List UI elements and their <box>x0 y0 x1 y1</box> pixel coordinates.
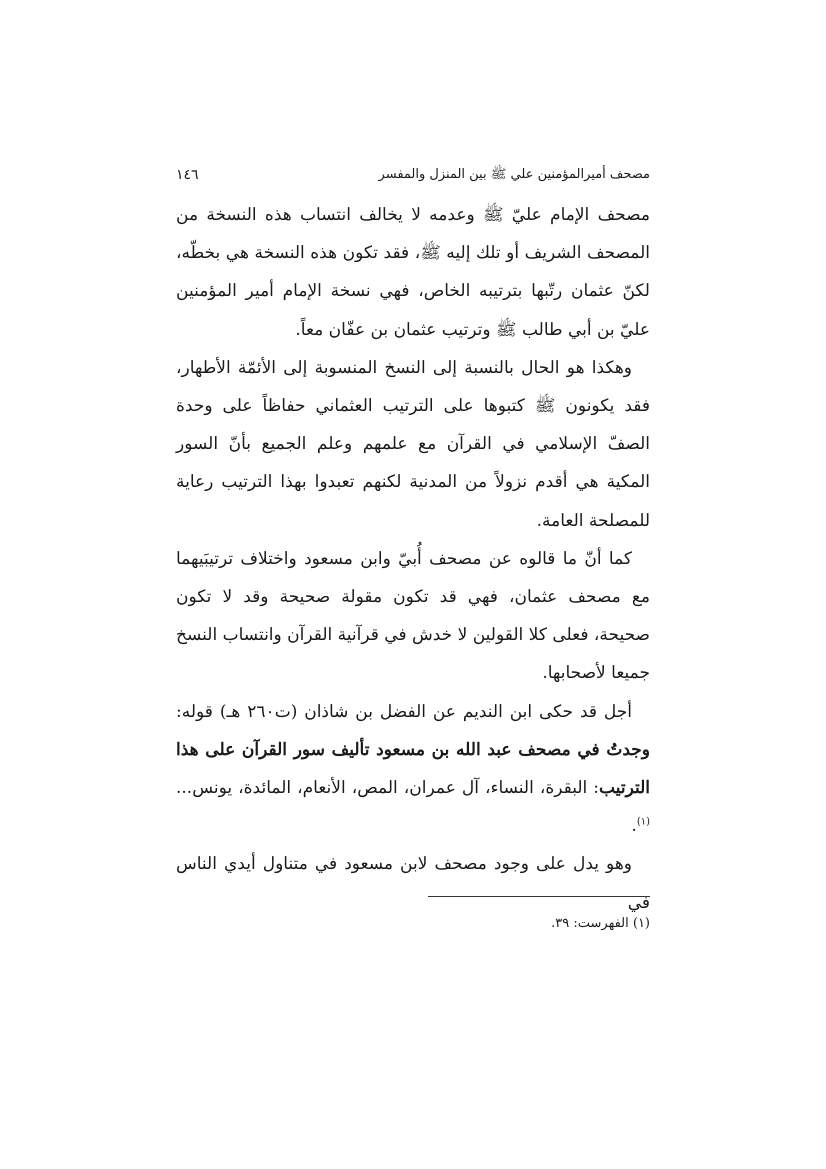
paragraph-4-rest: : البقرة، النساء، آل عمران، المص، الأنعام، المائدة، يونس... <box>176 778 600 799</box>
running-title: مصحف أميرالمؤمنين علي ﷺ بين المنزل والمفسر <box>378 166 650 182</box>
footnote-1: (١) الفهرست: ٣٩. <box>551 916 650 931</box>
paragraph-4 <box>176 693 650 846</box>
footnote-reference[interactable]: (١) <box>636 816 650 828</box>
page-number: ١٤٦ <box>176 167 199 183</box>
paragraph-2: وهكذا هو الحال بالنسبة إلى النسخ المنسوبة إلى الأئمّة الأطهار، فقد يكونون ﷺ كتبوها على الترتيب العثماني حفاظاً على وحدة الصفّ الإسلامي في القرآن مع علمهم وعلم الجميع بأنّ السور المكية هي أقدم نزولاً من المدنية لكنهم تعبدوا بهذا الترتيب رعاية للمصلحة العامة. <box>176 357 650 531</box>
paragraph-4-end: . <box>631 816 637 837</box>
body-text <box>176 196 650 922</box>
paragraph-3: كما أنّ ما قالوه عن مصحف أُبيّ وابن مسعود واختلاف ترتيبَيهما مع مصحف عثمان، فهي قد تكون مقولة صحيحة وقد لا تكون صحيحة، فعلى كلا القولين لا خدش في قرآنية القرآن وانتساب النسخ جميعا لأصحابها. <box>176 548 650 684</box>
paragraph-5: وهو يدل على وجود مصحف لابن مسعود في متناول أيدي الناس في <box>176 854 650 913</box>
paragraph-1: مصحف الإمام عليّ ﷺ وعدمه لا يخالف انتساب هذه النسخة من المصحف الشريف أو تلك إليه ﷺ، فقد تكون هذه النسخة هي بخطّه، لكنّ عثمان رتّبها بترتيبه الخاص، فهي نسخة الإمام أمير المؤمنين عليّ بن أبي طالب ﷺ وترتيب عثمان بن عفّان معاً. <box>176 205 650 340</box>
running-header <box>176 164 650 186</box>
paragraph-4-intro: أجل قد حكى ابن النديم عن الفضل بن شاذان (ت٢٦٠ هـ) قوله: <box>176 701 632 722</box>
quotation-bold: وجدتُ في مصحف عبد الله بن مسعود تأليف سور القرآن على هذا الترتيب <box>176 739 650 799</box>
footnote-divider <box>428 896 650 897</box>
